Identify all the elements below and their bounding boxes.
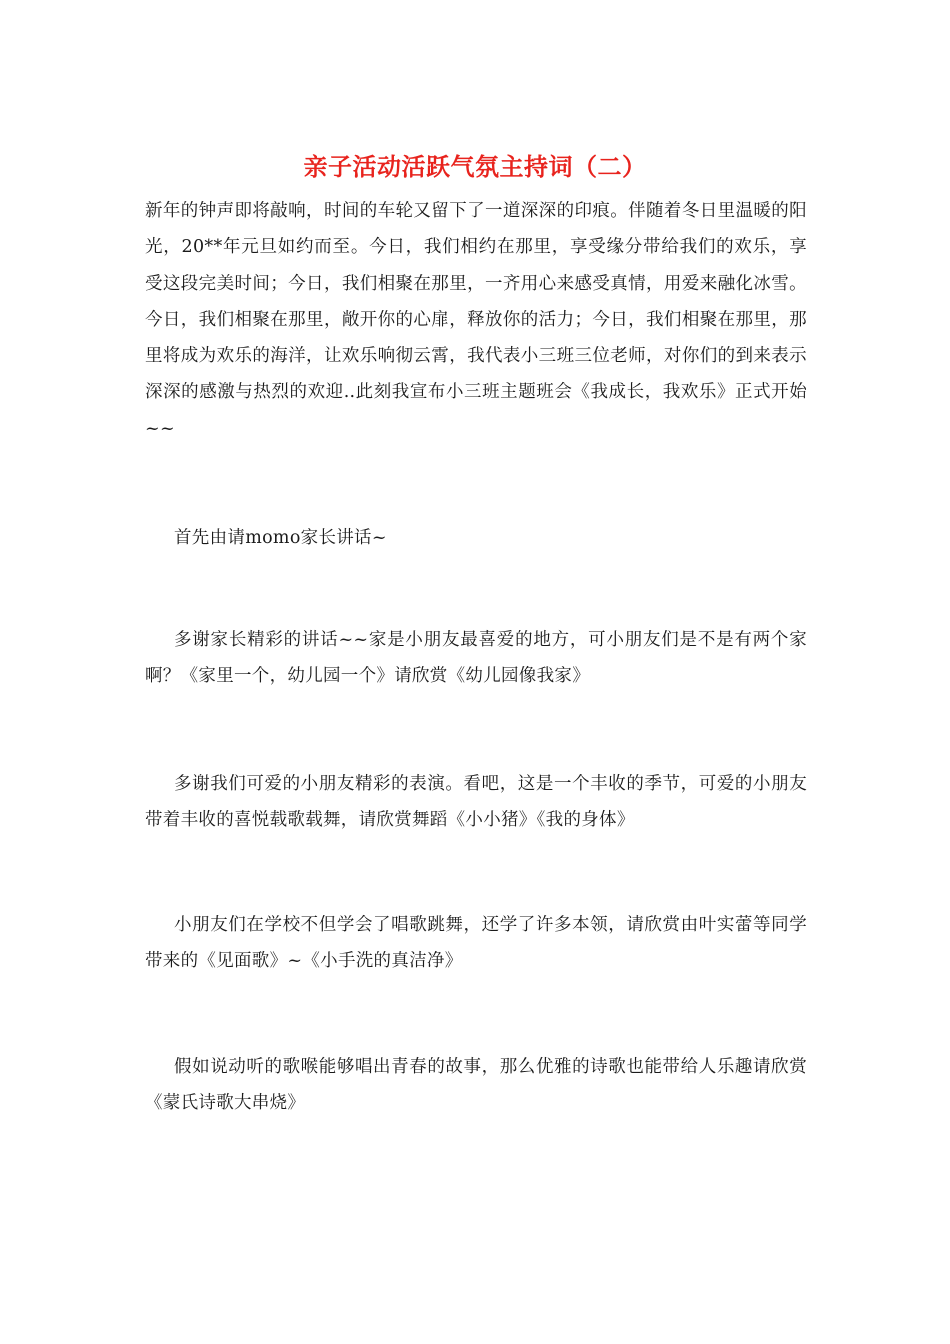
paragraph-songs: 小朋友们在学校不但学会了唱歌跳舞，还学了许多本领，请欣赏由叶实蕾等同学带来的《见面歌》~《小手洗的真洁净》 — [145, 915, 807, 972]
paragraph-opening: 新年的钟声即将敲响，时间的车轮又留下了一道深深的印痕。伴随着冬日里温暖的阳光，20**年元旦如约而至。今日，我们相约在那里，享受缘分带给我们的欢乐，享受这段完美时间；今日，我们相聚在那里，一齐用心来感受真情，用爱来融化冰雪。今日，我们相聚在那里，敞开你的心扉，释放你的活力；今日，我们相聚在那里，那里将成为欢乐的海洋，让欢乐响彻云霄，我代表小三班三位老师，对你们的到来表示深深的感激与热烈的欢迎..此刻我宣布小三班主题班会《我成长，我欢乐》正式开始~~ — [145, 201, 807, 439]
paragraph-kindergarten-home: 多谢家长精彩的讲话~~家是小朋友最喜爱的地方，可小朋友们是不是有两个家啊？《家里一个，幼儿园一个》请欣赏《幼儿园像我家》 — [145, 630, 807, 687]
paragraph-parent-speech: 首先由请momo家长讲话~ — [174, 528, 387, 548]
paragraph-poetry: 假如说动听的歌喉能够唱出青春的故事，那么优雅的诗歌也能带给人乐趣请欣赏《蒙氏诗歌大串烧》 — [145, 1057, 807, 1114]
document-title: 亲子活动活跃气氛主持词（二） — [303, 152, 647, 181]
paragraph-dance: 多谢我们可爱的小朋友精彩的表演。看吧，这是一个丰收的季节，可爱的小朋友带着丰收的喜悦载歌载舞，请欣赏舞蹈《小小猪》《我的身体》 — [145, 774, 807, 831]
